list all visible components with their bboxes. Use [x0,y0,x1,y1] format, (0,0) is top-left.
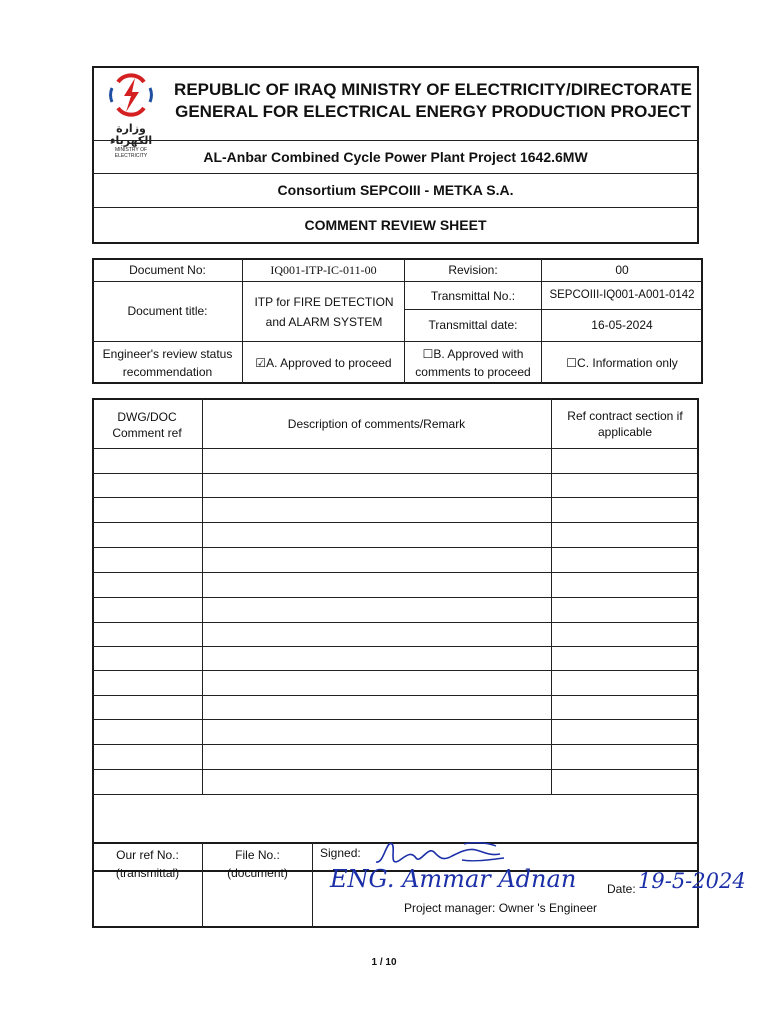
header-title-line2: GENERAL FOR ELECTRICAL ENERGY PRODUCTION PROJECT [175,102,691,121]
our-ref-label: Our ref No.: [116,847,179,862]
comments-table [92,398,699,872]
sheet-title: COMMENT REVIEW SHEET [304,217,487,234]
divider [202,842,203,928]
col-header-ref-contract: Ref contract section if applicable [567,408,683,439]
date-value: 19-5-2024 [638,869,746,893]
divider [404,309,703,310]
transmittal-no-value: SEPCOIII-IQ001-A001-0142 [549,289,695,302]
table-row [92,572,699,573]
logo-english-text: MINISTRY OF ELECTRICITY [114,147,148,159]
signature-name: ENG. Ammar Adnan [330,865,577,893]
file-no-sub: (document) [227,865,288,880]
table-row [92,794,699,795]
signed-label: Signed: [320,846,361,860]
our-ref-sub: (transmittal) [115,865,180,880]
divider [92,341,703,342]
divider [92,207,699,208]
table-row [92,497,699,498]
table-row [92,448,699,449]
table-row [92,695,699,696]
divider [404,258,405,384]
logo-arabic-text: وزارة الكهرباء [109,123,153,147]
divider [541,258,542,384]
ministry-logo [100,72,162,159]
header-title-line1: REPUBLIC OF IRAQ MINISTRY OF ELECTRICITY/DIRECTORATE [174,80,692,99]
option-c-information-only-checkbox[interactable]: ☐C. Information only [566,355,678,370]
divider [92,281,703,282]
table-row [92,646,699,647]
document-title-label: Document title: [127,304,208,319]
table-row [92,670,699,671]
transmittal-no-label: Transmittal No.: [430,288,516,303]
ministry-electricity-logo-icon [100,72,162,118]
divider [312,842,313,928]
document-no-value: IQ001-ITP-IC-011-00 [270,263,377,278]
file-no-label: File No.: [235,847,280,862]
divider [92,140,699,141]
consortium-name: Consortium SEPCOIII - METKA S.A. [277,182,514,199]
revision-value: 00 [615,263,629,278]
divider [202,398,203,794]
divider [551,398,552,794]
divider [92,173,699,174]
table-row [92,744,699,745]
table-row [92,719,699,720]
transmittal-date-label: Transmittal date: [428,318,518,333]
revision-label: Revision: [448,263,498,278]
col-header-description: Description of comments/Remark [287,416,466,431]
table-row [92,769,699,770]
table-row [92,597,699,598]
document-title-value: ITP for FIRE DETECTION and ALARM SYSTEM [254,294,394,329]
page-number: 1 / 10 [371,957,397,969]
role-label: Project manager: Owner 's Engineer [404,901,598,915]
transmittal-date-value: 16-05-2024 [591,318,653,333]
option-b-approved-with-comments-checkbox[interactable]: ☐B. Approved with comments to proceed [415,347,531,379]
table-row [92,547,699,548]
table-row [92,522,699,523]
project-name: AL-Anbar Combined Cycle Power Plant Project 1642.6MW [203,148,588,165]
col-header-dwg-doc-ref: DWG/DOC Comment ref [112,409,182,440]
divider [242,258,243,384]
option-a-approved-checkbox[interactable]: ☑A. Approved to proceed [255,355,392,370]
date-label: Date: [607,882,636,896]
table-row [92,473,699,474]
document-no-label: Document No: [129,263,206,278]
table-row [92,622,699,623]
review-status-label: Engineer's review status recommendation [102,347,233,379]
